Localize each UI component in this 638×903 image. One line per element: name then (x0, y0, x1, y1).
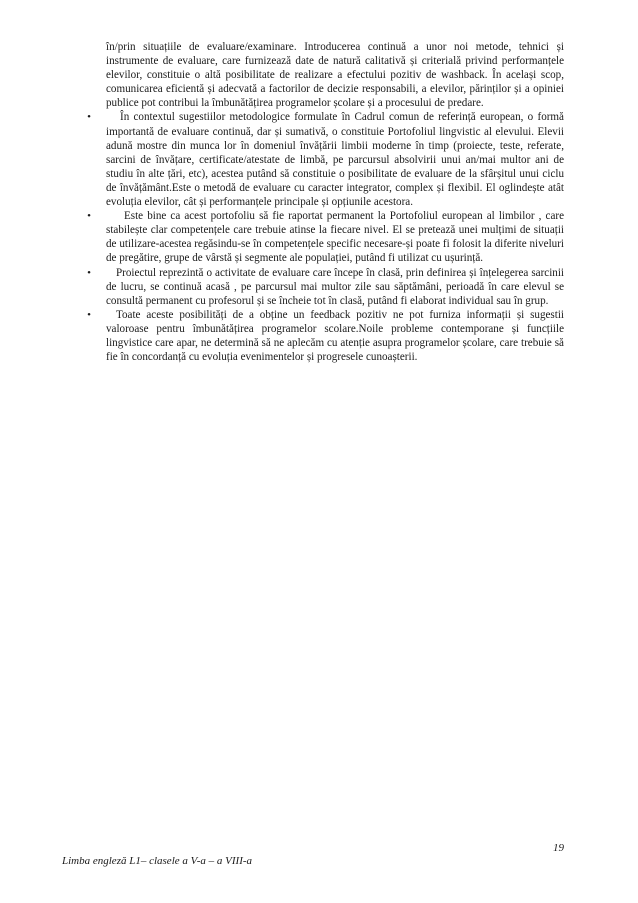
bullet-item-2 (87, 209, 564, 265)
page-footer: Limba engleză L1– clasele a V-a – a VIII-a (62, 855, 253, 867)
bullet-item-text: Proiectul reprezintă o activitate de evaluare care începe în clasă, prin definirea și înțelegerea sarcinii de lucru, se continuă acasă , pe parcursul mai multor zile sau săptămâni, perioadă în care elevul se consultă permanent cu profesorul și se încheie tot în clasă, putând fi elaborat individual sau în grup. (106, 266, 564, 307)
bullet-item-text: În contextul sugestiilor metodologice formulate în Cadrul comun de referință european, o formă importantă de evaluare continuă, dar și sumativă, o constituie Portofoliul lingvistic al elevului. Elevii adună mostre din munca lor în domeniul învățării limbii moderne în timp (proiecte, teste, referate, sarcini de învățare, certificate/atestate de limbă, pe parcursul absolvirii unui an/mai multor ani de studiu în alte țări, etc), acestea putând să constituie o posibilitate de evaluare de la sfârșitul unui ciclu de învățământ.Este o metodă de evaluare cu caracter integrator, complex și flexibil. El oglindește atât evoluția elevilor, cât și performanțele principale și opțiunile acestora. (106, 111, 564, 209)
bullet-icon: • (87, 266, 91, 279)
bullet-icon: • (87, 308, 91, 321)
intro-paragraph: în/prin situațiile de evaluare/examinare. Introducerea continuă a unor noi metode, tehnici și instrumente de evaluare, care furnizează date de natură calitativă și criterială privind performanțele elevilor, constituie o altă posibilitate de realizare a efectului pozitiv de washback. În același scop, comunicarea eficientă și adecvată a factorilor de decizie responsabili, a elevilor, părinților și a opiniei publice pot contribui la îmbunătățirea programelor școlare și a procesului de predare. (106, 41, 564, 110)
bullet-item-4 (87, 308, 564, 364)
bullet-item-3 (87, 266, 564, 308)
bullet-item-text: Este bine ca acest portofoliu să fie raportat permanent la Portofoliul european al limbilor , care stabilește clar competențele care trebuie atinse la fiecare nivel. El se pretează unei mulțimi de situații de utilizare-acestea regăsindu-se în competențele specific necesare-și poate fi folosit la diferite niveluri de pregătire, grupe de vârstă și segmente ale populației, putând fi utilizat cu ușurință. (106, 210, 564, 265)
page-number: 19 (553, 842, 564, 854)
bullet-icon: • (87, 111, 91, 124)
bullet-item-1 (87, 110, 564, 209)
bullet-item-text: Toate aceste posibilități de a obține un feedback pozitiv ne pot furniza informații și sugestii valoroase pentru îmbunătățirea programelor scolare.Noile probleme contemporane și funcțiile lingvistice care apar, ne determină să ne aplecăm cu atenție asupra programelor școlare, care trebuie să fie în concordanță cu evoluția evenimentelor și progresele cunoașterii. (106, 308, 564, 364)
body-text (88, 40, 564, 364)
bullet-icon: • (87, 210, 91, 223)
